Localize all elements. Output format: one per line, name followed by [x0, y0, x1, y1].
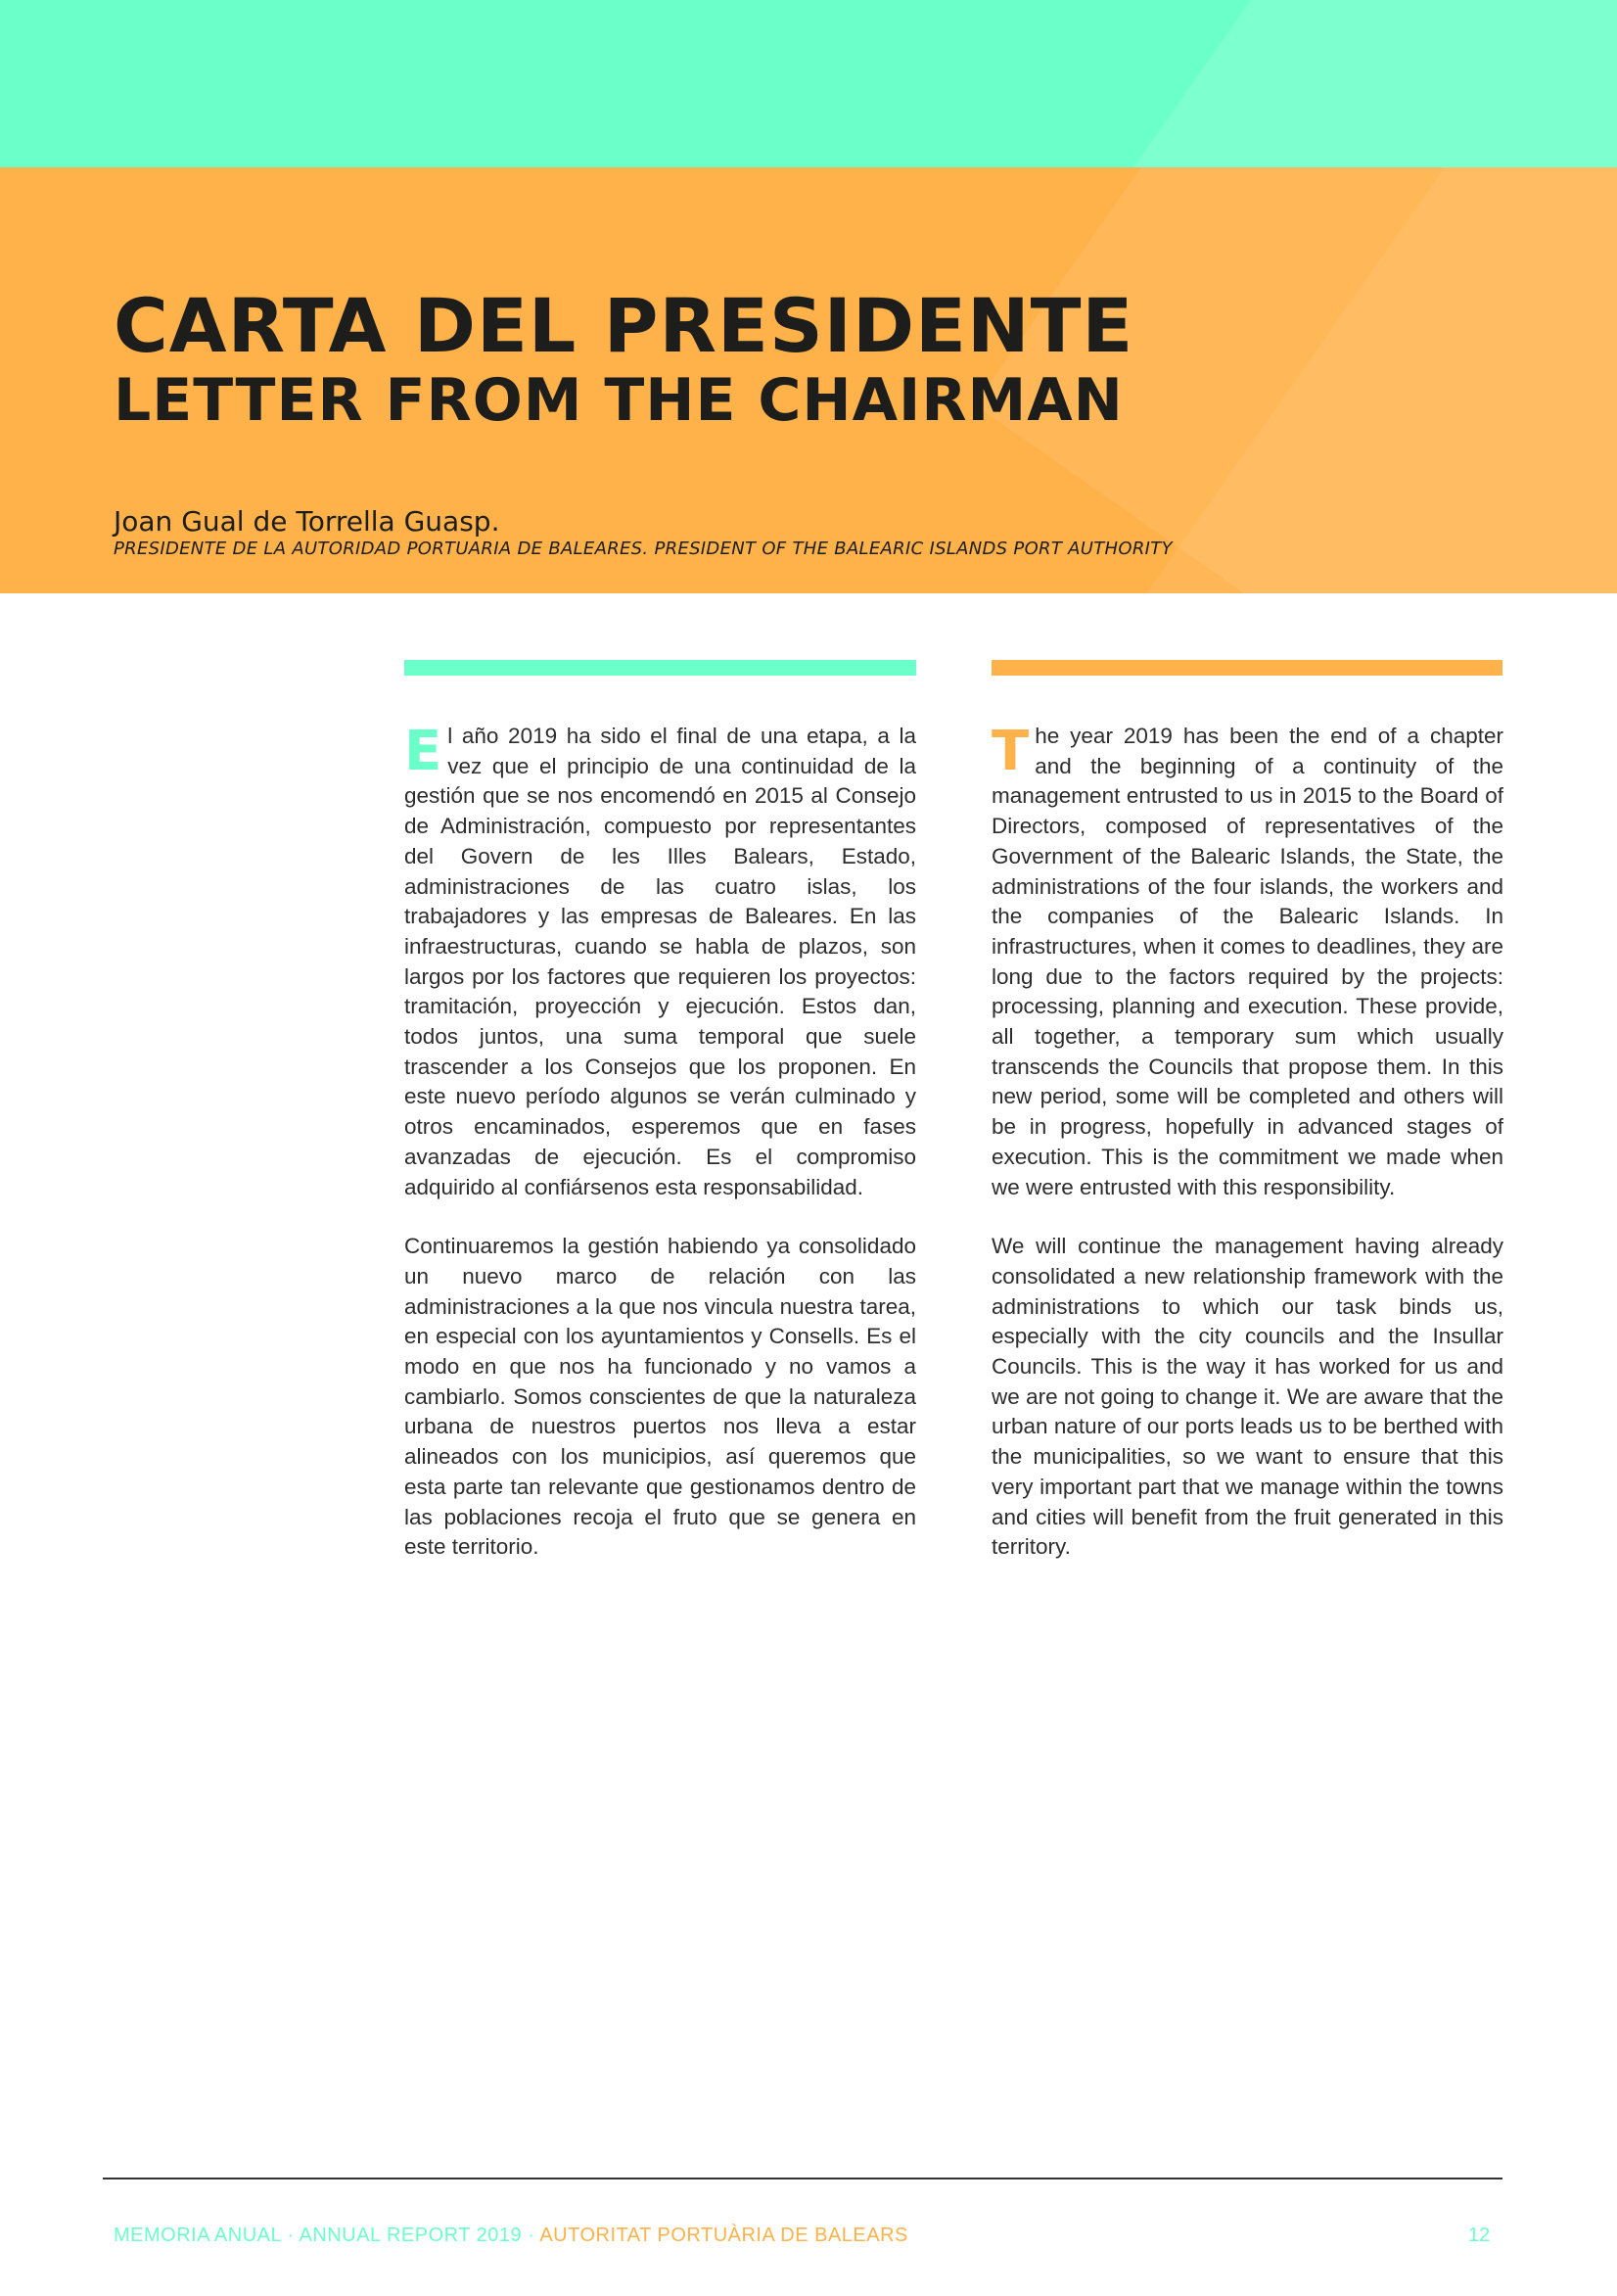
author-role: PRESIDENTE DE LA AUTORIDAD PORTUARIA DE BALEARES. PRESIDENT OF THE BALEARIC ISLANDS PORT AUTHORITY [114, 539, 1173, 559]
page-title-english: LETTER FROM THE CHAIRMAN [114, 366, 1124, 435]
paragraph: Continuaremos la gestión habiendo ya consolidado un nuevo marco de relación con las administraciones a la que nos vincula nuestra tarea, en especial con los ayuntamientos y Consells. Es el modo en que nos ha funcionado y no vamos a cambiarlo. Somos conscientes de que la naturaleza urbana de nuestros puertos nos lleva a estar alineados con los municipios, así queremos que esta parte tan relevante que gestionamos dentro de las poblaciones recoja el fruto que se genera en este territorio. [404, 1234, 916, 1560]
decorative-diagonal [1033, 0, 1617, 167]
paragraph [992, 722, 1503, 1202]
column-divider-orange [992, 660, 1502, 676]
footer-divider [103, 2178, 1502, 2179]
page-title-spanish: CARTA DEL PRESIDENTE [114, 282, 1134, 369]
paragraph: We will continue the management having already consolidated a new relationship framework with the administrations to which our task binds us, especially with the city councils and the Insullar Councils. This is the way it has worked for us and we are not going to change it. We are aware that the urban nature of our ports leads us to be berthed with the municipalities, so we want to ensure that this very important part that we manage within the towns and cities will benefit from the fruit generated in this territory. [992, 1234, 1503, 1560]
dropcap: E [404, 720, 442, 783]
footer-publication-title [114, 2225, 908, 2247]
author-name: Joan Gual de Torrella Guasp. [114, 505, 500, 538]
paragraph-text: he year 2019 has been the end of a chapter and the beginning of a continuity of the management entrusted to us in 2015 to the Board of Directors, composed of representatives of the Government of the Balearic Islands, the State, the administrations of the four islands, the workers and the companies of the Balearic Islands. In infrastructures, when it comes to deadlines, they are long due to the factors required by the projects: processing, planning and execution. These provide, all together, a temporary sum which usually transcends the Councils that propose them. In this new period, some will be completed and others will be in progress, hopefully in advanced stages of execution. This is the commitment we made when we were entrusted with this responsibility. [992, 724, 1503, 1199]
letter-column-english [992, 722, 1503, 1592]
paragraph-text: l año 2019 ha sido el final de una etapa, a la vez que el principio de una continuidad de la gestión que se nos encomendó en 2015 al Consejo de Administración, compuesto por representantes del Govern de les Illes Balears, Estado, administraciones de las cuatro islas, los trabajadores y las empresas de Baleares. En las infraestructuras, cuando se habla de plazos, son largos por los factores que requieren los proyectos: tramitación, proyección y ejecución. Estos dan, todos juntos, una suma temporal que suele trascender a los Consejos que los proponen. En este nuevo período algunos se verán culminado y otros encaminados, esperemos que en fases avanzadas de ejecución. Es el compromiso adquirido al confiársenos esta responsabilidad. [404, 724, 916, 1199]
paragraph [404, 722, 916, 1202]
dropcap: T [992, 720, 1030, 783]
column-divider-teal [404, 660, 916, 676]
footer-organization: AUTORITAT PORTUÀRIA DE BALEARS [539, 2225, 908, 2246]
footer-report-name: MEMORIA ANUAL · ANNUAL REPORT 2019 · [114, 2225, 535, 2246]
letter-column-spanish [404, 722, 916, 1592]
page-number: 12 [1468, 2225, 1491, 2246]
header-band-teal [0, 0, 1617, 167]
